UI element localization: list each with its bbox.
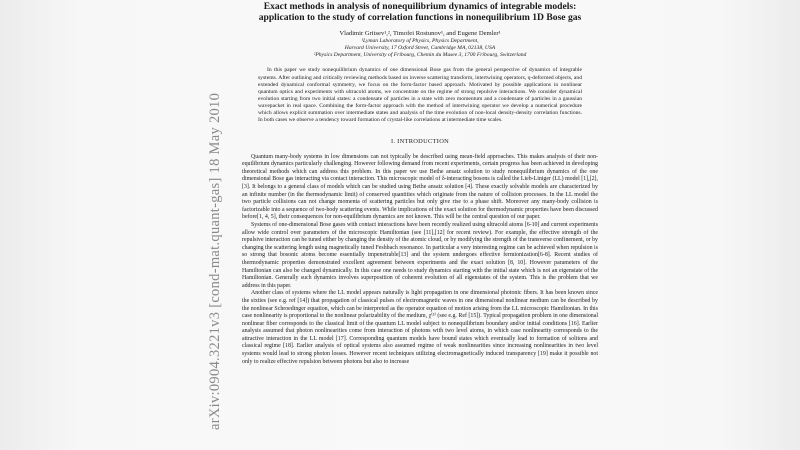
title-line-1: Exact methods in analysis of nonequilibrium dynamics of integrable models:: [263, 1, 577, 12]
section-heading: I. INTRODUCTION: [390, 137, 450, 145]
paragraph-3: Another class of systems where the LL model appears naturally is light propagation in one dimensional photonic fibers. It has been known since the sixties (see e.g. ref [14]) that propagation of classical pulses of electromagnetic waves in one dimensional nonlinear medium can be described by the nonlinear Schroedinger equation, which can be interpreted as the operator equation of motion arising from the LL microscopic Hamiltonian. In this case nonlinearity is proportional to the nonlinear polarizability of the medium, χ⁽³⁾ (see e.g. Ref [15]). Typical propagation problem in one dimensional nonlinear fiber corresponds to the classical limit of the quantum LL model subject to nonequilibrium boundary and/or initial conditions [16]. Earlier analysis assumed that photon nonlinearities come from interaction of photons with two level atoms, in which case nonlinearity corresponds to the attractive interaction in the LL model [17]. Corresponding quantum models have bound states which eventually lead to formation of solitons and classical regime [18]. Earlier analysis of optical systems also assumed regime of weak nonlinearities since increasing nonlinearities in two level systems would lead to strong photon losses. However recent techniques utilizing electromagnetically induced transparency [19] make it possible not only to realize effective repulsion between photons but also to increase: [242, 290, 598, 365]
title-line-2: application to the study of correlation functions in nonequilibrium 1D Bose gas: [258, 12, 582, 23]
paragraph-1: Quantum many-body systems in low dimensions can not typically be described using mean-field approaches. This makes analysis of their non-equilibrium dynamics particularly challenging. However following demand from recent experiments, certain progress has been achieved in developing theoretical methods which can address this problem. In this paper we use Bethe ansatz solution to study nonequilibrium dynamics of the one dimensional Bose gas interacting via contact interaction. This microscopic model of δ-interacting bosons is called the Lieb-Liniger (LL) model [1],[2],[3]. It belongs to a general class of models which can be studied using Bethe ansatz solution [4]. These exactly solvable models are characterized by an infinite number (in the thermodynamic limit) of conserved quantities which originate from the nature of collision processes. In the LL model the two particle collisions can not change momenta of scattering particles but only give rise to a phase shift. Moreover any many-body collision is factorizable into a sequence of two-body scattering events. While implications of the exact solution for thermodynamic properties have been discussed before[1, 4, 5], their consequences for non-equilibrium dynamics are not known. This will be the central question of our paper.: [242, 153, 598, 221]
paper-content: [242, 0, 598, 366]
affiliation-2: Harvard University, 17 Oxford Street, Cambridge MA, 02138, USA: [344, 44, 496, 51]
abstract: In this paper we study nonequilibrium dynamics of one dimensional Bose gas from the general perspective of dynamics of integrable systems. After outlining and critically reviewing methods based on inverse scattering transform, intertwining operators, q-deformed objects, and extended dynamical conformal symmetry, we focus on the form-factor based approach. Motivated by possible applications in nonlinear quantum optics and experiments with ultracold atoms, we concentrate on the regime of strong repulsive interactions. We consider dynamical evolution starting from two initial states: a condensate of particles in a state with zero momentum and a condensate of particles in a gaussian wavepacket in real space. Combining the form-factor approach with the method of intertwining operator we develop a numerical procedure which allows explicit summation over intermediate states and analysis of the time evolution of non-local density-density correlation functions. In both cases we observe a tendency toward formation of crystal-like correlations at intermediate time scales.: [258, 67, 582, 124]
author-list: Vladimir Gritsev¹,², Timofei Rostunov¹, and Eugene Demler¹: [339, 30, 501, 37]
arxiv-identifier: arXiv:0904.3221v3 [cond-mat.quant-gas] 18 May 2010: [207, 92, 223, 430]
paragraph-2: Systems of one-dimensional Bose gases with contact interactions have been recently realized using ultracold atoms [6-10] and current experiments allow wide control over parameters of the microscopic Hamiltonian (see [11],[12] for recent review). For example, the effective strength of the repulsive interaction can be tuned either by changing the density of the atomic cloud, or by modifying the strength of the transverse confinement, or by changing the scattering length using magnetically tuned Feshbach resonance. In particular a very interesting regime can be achieved when repulsion is so strong that bosonic atoms become essentially impenetrable[13] and the system undergoes effective fermionization[6-8]. Recent studies of thermodynamic properties demonstrated excellent agreement between experiments and the exact solution [8, 10]. However parameters of the Hamiltonian can also be changed dynamically. In this case one needs to study dynamics starting with the initial state which is not an eigenstate of the Hamiltonian. Generally such dynamics involves superposition of coherent evolution of all eigenstates of the system. This is the problem that we address in this paper.: [242, 221, 598, 289]
paper-title: [250, 0, 590, 23]
affiliation-1: ¹Lyman Laboratory of Physics, Physics Department,: [361, 38, 479, 44]
body-text: [242, 154, 598, 367]
affiliation-3: ²Physics Department, University of Fribourg, Chemin du Musee 3, 1700 Fribourg, Switzerland: [313, 51, 527, 58]
